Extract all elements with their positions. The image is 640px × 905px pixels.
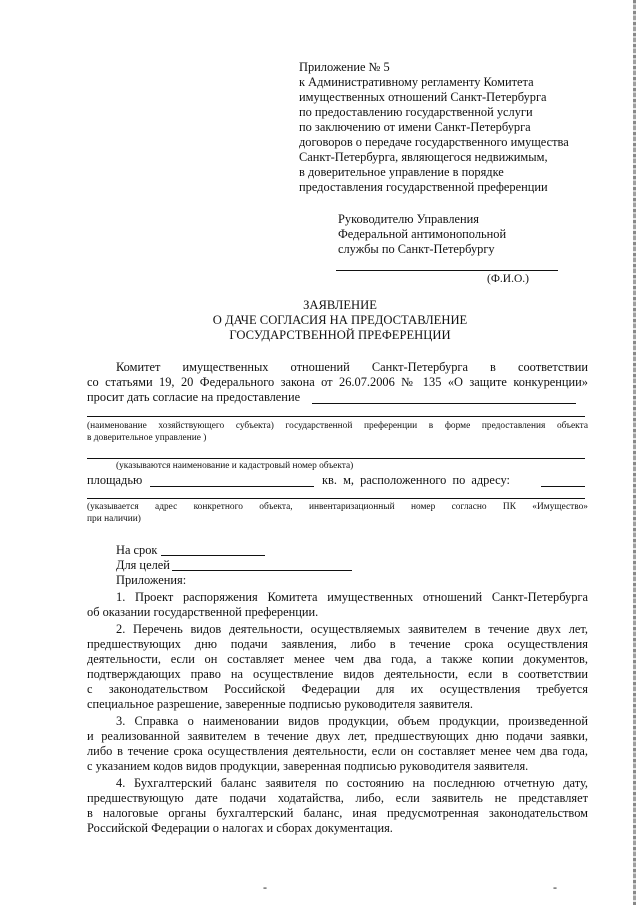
attachment-item-line: деятельности, если он составляет менее чем два года, а также копии документов,: [87, 652, 588, 666]
fio-label: (Ф.И.О.): [487, 273, 529, 285]
attachment-item-line: либо в течение срока осуществления деятельности, если он составляет менее чем два года,: [87, 744, 588, 758]
hint-subject-line: (наименование хозяйствующего субъекта) государственной преференции в форме предоставления объекта: [87, 421, 588, 431]
attachment-item-line: с законодательством Российской Федерации для их осуществления требуется: [87, 682, 588, 696]
purpose-label: Для целей: [116, 558, 170, 572]
attachment-item-line: 2. Перечень видов деятельности, осуществляемых заявителем в течение двух лет,: [116, 622, 588, 636]
title-line: ГОСУДАРСТВЕННОЙ ПРЕФЕРЕНЦИИ: [229, 328, 451, 342]
attachment-item-line: предшествующую дате подачи ходатайства, либо, если заявитель не представляет: [87, 791, 588, 805]
attachment-item-line: об оказании государственной преференции.: [87, 605, 319, 619]
purpose-blank-line[interactable]: [172, 570, 352, 571]
attachment-item-line: с указанием кодов видов продукции, заверенная подписью руководителя заявителя.: [87, 759, 529, 773]
title-line: ЗАЯВЛЕНИЕ: [303, 298, 377, 312]
attachment-item-line: предшествующих дню подачи заявления, либо в течение срока осуществления: [87, 637, 588, 651]
appendix-line: предоставления государственной преференции: [299, 180, 548, 194]
appendix-line: по предоставлению государственной услуги: [299, 105, 533, 119]
footer-mark: -: [263, 880, 267, 894]
attachment-item-line: в налоговые органы бухгалтерский баланс, иная предусмотренная законодательством: [87, 806, 588, 820]
attachment-item-line: 3. Справка о наименовании видов продукции, объем продукции, произведенной: [116, 714, 588, 728]
intro-line: Комитет имущественных отношений Санкт-Петербурга в соответствии: [116, 360, 588, 374]
attachment-item-line: 4. Бухгалтерский баланс заявителя по состоянию на последнюю отчетную дату,: [116, 776, 588, 790]
hint-address-line: при наличии): [87, 514, 141, 524]
intro-line: со статьями 19, 20 Федерального закона от 26.07.2006 № 135 «О защите конкуренции»: [87, 375, 588, 389]
appendix-line: имущественных отношений Санкт-Петербурга: [299, 90, 547, 104]
term-label: На срок: [116, 543, 158, 557]
appendix-line: к Административному регламенту Комитета: [299, 75, 534, 89]
term-blank-line[interactable]: [161, 555, 265, 556]
area-unit-text: кв. м, расположенного по адресу:: [322, 473, 510, 487]
appendix-line: по заключению от имени Санкт-Петербурга: [299, 120, 531, 134]
fio-blank-line[interactable]: [336, 270, 558, 271]
attachment-item-line: подтверждающих право на осуществление видов деятельности, если в соответствии: [87, 667, 588, 681]
area-blank-line[interactable]: [150, 486, 314, 487]
appendix-line: Санкт-Петербурга, являющегося недвижимым,: [299, 150, 548, 164]
address-blank-line[interactable]: [541, 486, 585, 487]
object-blank-line[interactable]: [87, 458, 585, 459]
preference-blank-line[interactable]: [312, 403, 576, 404]
addressee-line: Федеральной антимонопольной: [338, 227, 507, 241]
attachment-item-line: и реализованной заявителем в течение двух лет, предшествующих дню подачи заявки,: [87, 729, 588, 743]
area-label: площадью: [87, 473, 143, 487]
scan-edge: [633, 0, 636, 905]
footer-mark: -: [553, 880, 557, 894]
attachment-item-line: специальное разрешение, заверенные подписью руководителя заявителя.: [87, 697, 473, 711]
hint-address-line: (указывается адрес конкретного объекта, инвентаризационный номер согласно ПК «Имущество»: [87, 502, 588, 512]
hint-subject-line: в доверительное управление ): [87, 433, 207, 443]
appendix-line: договоров о передаче государственного имущества: [299, 135, 569, 149]
appendix-line: Приложение № 5: [299, 60, 390, 74]
addressee-line: службы по Санкт-Петербургу: [338, 242, 495, 256]
address-blank-line-2[interactable]: [87, 498, 585, 499]
subject-blank-line[interactable]: [87, 416, 585, 417]
addressee-line: Руководителю Управления: [338, 212, 480, 226]
appendix-line: в доверительное управление в порядке: [299, 165, 504, 179]
title-line: О ДАЧЕ СОГЛАСИЯ НА ПРЕДОСТАВЛЕНИЕ: [212, 313, 468, 327]
attachment-item-line: Российской Федерации о налогах и сборах документация.: [87, 821, 393, 835]
attachment-item-line: 1. Проект распоряжения Комитета имущественных отношений Санкт-Петербурга: [116, 590, 588, 604]
intro-line: просит дать согласие на предоставление: [87, 390, 301, 404]
attachments-label: Приложения:: [116, 573, 187, 587]
hint-object: (указываются наименование и кадастровый номер объекта): [116, 461, 354, 471]
